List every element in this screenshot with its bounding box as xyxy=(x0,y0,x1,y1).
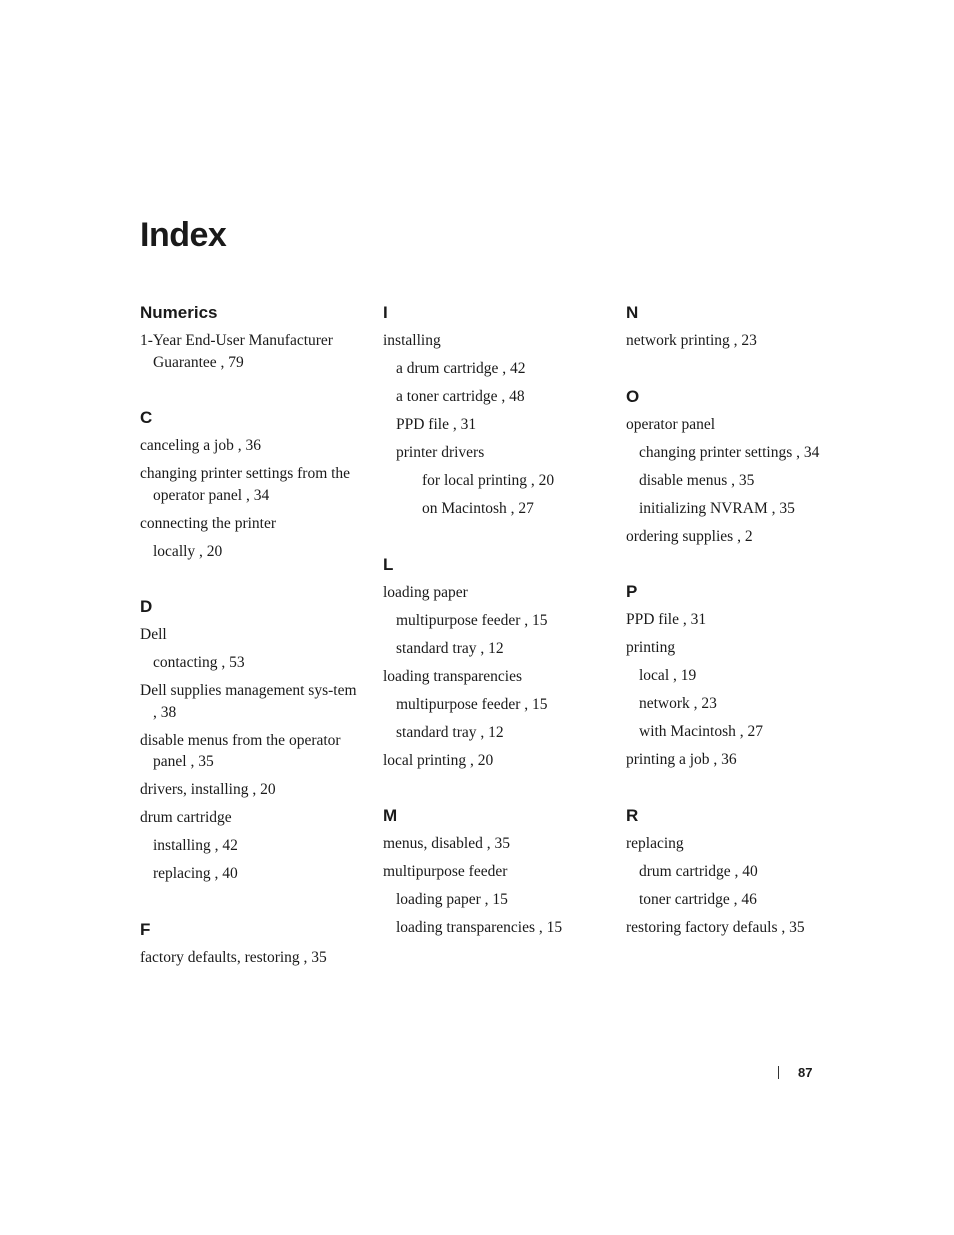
index-entry: disable menus from the operator panel , 35 xyxy=(140,731,341,770)
index-group-heading: M xyxy=(383,806,398,825)
index-entry: connecting the printer xyxy=(140,514,277,532)
index-group xyxy=(383,302,601,520)
index-entry: standard tray , 12 xyxy=(396,639,504,657)
index-entry: with Macintosh , 27 xyxy=(639,723,763,740)
index-entry: loading transparencies xyxy=(383,667,523,685)
index-entry: drum cartridge , 40 xyxy=(639,862,758,880)
index-column-3 xyxy=(626,302,844,972)
index-entry: multipurpose feeder , 15 xyxy=(396,611,548,629)
index-group-heading: O xyxy=(626,386,640,406)
page-footer xyxy=(778,1062,812,1082)
index-entry: menus, disabled , 35 xyxy=(383,835,510,852)
index-column-2 xyxy=(383,302,601,973)
index-entry: operator panel xyxy=(626,415,716,433)
index-entry: drivers, installing , 20 xyxy=(140,781,276,798)
index-entry: printing a job , 36 xyxy=(626,751,737,768)
index-entry: network printing , 23 xyxy=(626,332,757,349)
index-group-heading: P xyxy=(626,582,638,601)
index-entry: changing printer settings from the operator panel , 34 xyxy=(140,465,351,504)
index-entry: network , 23 xyxy=(639,695,717,712)
index-group-heading: L xyxy=(383,554,394,574)
index-group xyxy=(140,302,358,373)
index-group xyxy=(140,596,358,885)
index-entry: loading paper , 15 xyxy=(396,891,508,908)
index-group-heading: D xyxy=(140,597,153,616)
index-group-heading: R xyxy=(626,805,639,825)
index-entry: installing xyxy=(383,332,441,349)
page-title: Index xyxy=(140,216,227,254)
index-entry: local , 19 xyxy=(639,667,697,684)
index-entry: Dell xyxy=(140,626,167,643)
index-entry: initializing NVRAM , 35 xyxy=(639,499,795,517)
index-entry: local printing , 20 xyxy=(383,751,494,769)
index-entry: loading transparencies , 15 xyxy=(396,919,563,936)
index-entry: ordering supplies , 2 xyxy=(626,527,753,545)
index-entry: installing , 42 xyxy=(153,837,238,854)
index-entry: restoring factory defauls , 35 xyxy=(626,918,805,936)
index-group xyxy=(626,581,844,771)
index-entry: PPD file , 31 xyxy=(626,611,707,628)
index-group xyxy=(140,919,358,969)
index-entry: canceling a job , 36 xyxy=(140,437,261,454)
index-group-heading: I xyxy=(383,303,388,322)
index-group xyxy=(626,302,844,352)
index-entry: replacing xyxy=(626,834,684,852)
index-entry: printing xyxy=(626,639,676,656)
index-group-heading: N xyxy=(626,303,639,322)
footer-separator xyxy=(778,1066,779,1079)
index-group-heading: F xyxy=(140,919,151,939)
index-entry: a drum cartridge , 42 xyxy=(396,360,526,377)
index-entry: toner cartridge , 46 xyxy=(639,890,757,908)
index-group-heading: Numerics xyxy=(140,303,218,322)
index-entry: loading paper xyxy=(383,583,468,601)
index-group-heading: C xyxy=(140,408,153,427)
index-entry: multipurpose feeder , 15 xyxy=(396,695,548,713)
index-entry: a toner cartridge , 48 xyxy=(396,388,525,405)
index-group xyxy=(626,805,844,939)
index-group xyxy=(140,407,358,562)
index-entry: PPD file , 31 xyxy=(396,416,477,433)
index-entry: Dell supplies management sys-tem , 38 xyxy=(140,682,357,721)
index-entry: drum cartridge xyxy=(140,809,232,826)
index-entry: for local printing , 20 xyxy=(422,472,555,489)
index-group xyxy=(383,805,601,939)
index-entry: multipurpose feeder xyxy=(383,863,508,880)
index-group xyxy=(383,554,601,772)
index-entry: on Macintosh , 27 xyxy=(422,500,534,517)
index-entry: factory defaults, restoring , 35 xyxy=(140,948,327,966)
index-entry: standard tray , 12 xyxy=(396,723,504,741)
index-entry: 1-Year End-User Manufacturer Guarantee , 79 xyxy=(140,332,333,371)
index-entry: disable menus , 35 xyxy=(639,471,755,489)
index-entry: changing printer settings , 34 xyxy=(639,443,820,461)
index-group xyxy=(626,386,844,548)
index-entry: printer drivers xyxy=(396,444,485,461)
index-entry: replacing , 40 xyxy=(153,865,238,882)
index-column-1 xyxy=(140,302,358,1002)
page-number: 87 xyxy=(798,1064,813,1080)
index-entry: locally , 20 xyxy=(153,542,223,560)
index-entry: contacting , 53 xyxy=(153,654,245,671)
